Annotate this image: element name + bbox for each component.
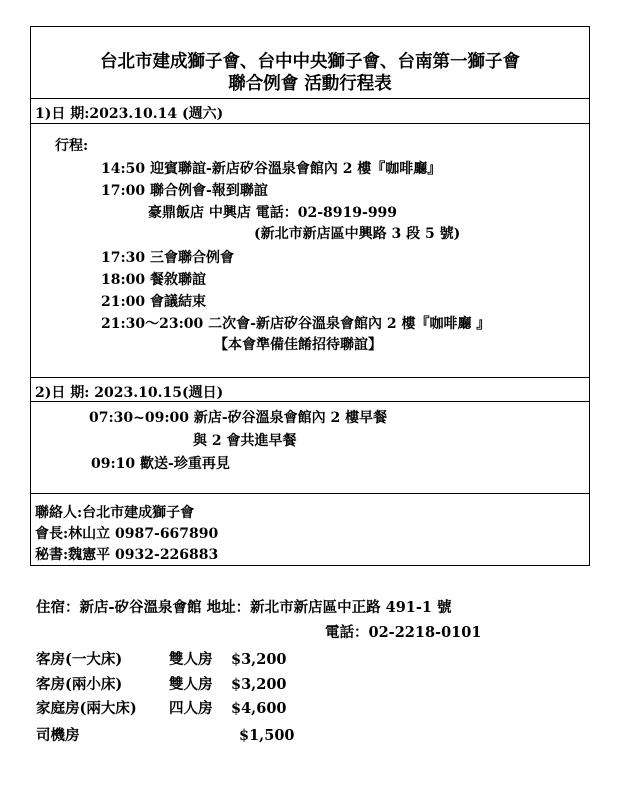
contact-info <box>31 494 589 566</box>
room-type: 雙人房 <box>169 676 213 693</box>
day2-schedule <box>31 402 589 494</box>
day2-header: 2)日 期: 2023.10.15(週日) <box>31 378 589 402</box>
title-line-1: 台北市建成獅子會、台中中央獅子會、台南第一獅子會 <box>100 52 520 72</box>
schedule-item: 21:30～23:00 二次會-新店矽谷溫泉會館內 2 樓『咖啡廳 』 <box>101 316 491 332</box>
title-line-2: 聯合例會 活動行程表 <box>228 74 392 94</box>
room-name: 客房(一大床) <box>36 651 123 668</box>
contact-line: 會長:林山立 0987-667890 <box>35 526 219 542</box>
schedule-item: 豪鼎飯店 中興店 電話：02-8919-999 <box>148 205 398 221</box>
schedule-item: 17:30 三會聯合例會 <box>101 250 235 266</box>
schedule-item: 09:10 歡送-珍重再見 <box>91 456 230 472</box>
room-name: 司機房 <box>36 727 80 744</box>
contact-line: 秘書:魏憲平 0932-226883 <box>35 547 219 563</box>
schedule-note: 【本會準備佳餚招待聯誼】 <box>214 337 382 353</box>
document-title <box>31 27 589 99</box>
schedule-table <box>30 26 590 566</box>
room-price: $4,600 <box>231 700 287 717</box>
schedule-item: 與 2 會共進早餐 <box>193 433 297 449</box>
room-name: 客房(兩小床) <box>36 676 123 693</box>
lodging-address: 住宿：新店-矽谷溫泉會館 地址：新北市新店區中正路 491-1 號 <box>36 599 452 616</box>
schedule-item: 17:00 聯合例會-報到聯誼 <box>101 183 268 199</box>
room-price: $3,200 <box>231 676 287 693</box>
schedule-item: 18:00 餐敘聯誼 <box>101 272 207 288</box>
schedule-item: 14:50 迎賓聯誼-新店矽谷溫泉會館內 2 樓『咖啡廳』 <box>101 161 442 177</box>
room-type: 四人房 <box>169 700 213 717</box>
itinerary-label: 行程: <box>55 138 89 154</box>
day1-schedule <box>31 124 589 378</box>
room-price: $1,500 <box>239 727 295 744</box>
schedule-item: (新北市新店區中興路 3 段 5 號) <box>254 226 461 242</box>
day1-header: 1)日 期:2023.10.14 (週六) <box>31 99 589 124</box>
room-name: 家庭房(兩大床) <box>36 700 137 717</box>
room-price: $3,200 <box>231 651 287 668</box>
schedule-item: 21:00 會議結束 <box>101 294 207 310</box>
room-type: 雙人房 <box>169 651 213 668</box>
lodging-phone: 電話：02-2218-0101 <box>325 624 482 641</box>
contact-line: 聯絡人:台北市建成獅子會 <box>35 505 195 521</box>
schedule-item: 07:30~09:00 新店-矽谷溫泉會館內 2 樓早餐 <box>89 410 388 426</box>
